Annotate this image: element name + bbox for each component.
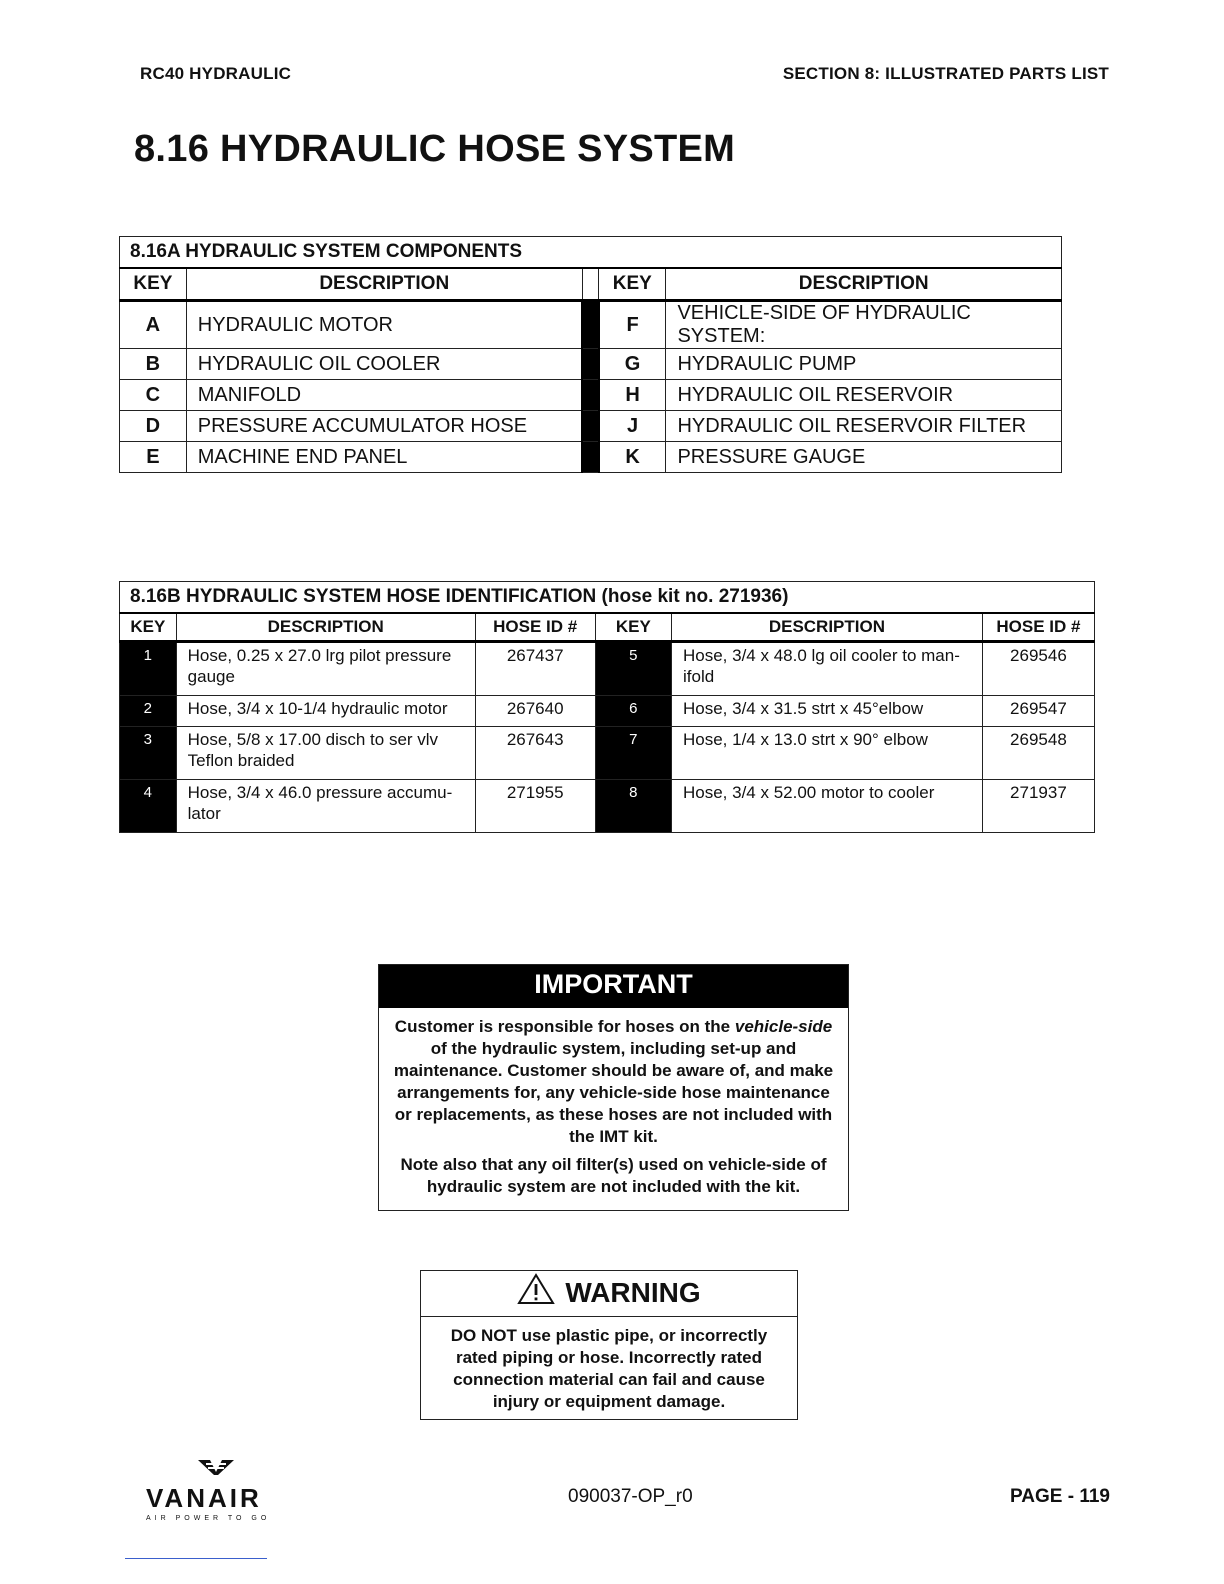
important-paragraph (393, 1016, 834, 1148)
description-cell: Hose, 3/4 x 31.5 strt x 45°elbow (672, 696, 983, 727)
key-cell: A (120, 301, 187, 349)
col-description: DESCRIPTION (672, 613, 983, 642)
key-cell: 6 (595, 696, 671, 727)
key-cell: 5 (595, 642, 671, 696)
description-cell: HYDRAULIC PUMP (666, 349, 1062, 380)
table-row (120, 642, 1095, 696)
column-separator (582, 349, 598, 380)
hose-id-cell: 267437 (475, 642, 595, 696)
column-separator (582, 380, 598, 411)
key-cell: 1 (120, 642, 177, 696)
column-separator (582, 442, 598, 473)
column-separator (582, 268, 598, 301)
important-emphasis: vehicle-side (734, 1017, 833, 1036)
hose-id-cell: 267640 (475, 696, 595, 727)
logo-mark-icon (196, 1458, 306, 1481)
important-text: Customer is responsible for hoses on the (394, 1017, 735, 1036)
table-row (120, 411, 1062, 442)
key-cell: C (120, 380, 187, 411)
header-right: SECTION 8: ILLUSTRATED PARTS LIST (782, 64, 1109, 83)
col-key: KEY (120, 613, 177, 642)
components-table (119, 236, 1062, 473)
key-cell: H (599, 380, 666, 411)
document-number: 090037-OP_r0 (568, 1486, 693, 1507)
description-cell: Hose, 3/4 x 48.0 lg oil cooler to man-ifold (672, 642, 983, 696)
important-body (379, 1008, 848, 1210)
important-note: Note also that any oil filter(s) used on vehicle-side of hydraulic system are not included with the kit. (400, 1155, 827, 1196)
logo-text: VANAIR (146, 1483, 262, 1513)
table-row (120, 349, 1062, 380)
table-row (120, 727, 1095, 780)
key-cell: 2 (120, 696, 177, 727)
col-hose-id: HOSE ID # (982, 613, 1094, 642)
hose-id-cell: 267643 (475, 727, 595, 780)
description-cell: Hose, 3/4 x 52.00 motor to cooler (672, 780, 983, 833)
key-cell: J (599, 411, 666, 442)
column-separator (582, 301, 598, 349)
key-cell: 7 (595, 727, 671, 780)
hose-id-cell: 271955 (475, 780, 595, 833)
important-heading: IMPORTANT (379, 965, 848, 1008)
warning-notice (420, 1270, 798, 1420)
key-cell: 4 (120, 780, 177, 833)
col-key: KEY (599, 268, 666, 301)
vanair-logo (146, 1458, 306, 1522)
col-key: KEY (120, 268, 187, 301)
important-text: of the hydraulic system, including set-up and maintenance. Customer should be aware of, and make arrangements for, any vehicle-side hose maintenance or replacements, as these hoses are not included with the IMT kit. (393, 1039, 834, 1146)
key-cell: K (599, 442, 666, 473)
description-cell: HYDRAULIC OIL RESERVOIR (666, 380, 1062, 411)
header-left: RC40 HYDRAULIC (140, 64, 292, 83)
key-cell: E (120, 442, 187, 473)
table-row (120, 442, 1062, 473)
description-cell: Hose, 3/4 x 46.0 pressure accumu-lator (176, 780, 475, 833)
col-description: DESCRIPTION (666, 268, 1062, 301)
description-cell: MANIFOLD (186, 380, 582, 411)
key-cell: F (599, 301, 666, 349)
warning-header (421, 1271, 797, 1317)
description-cell: HYDRAULIC MOTOR (186, 301, 582, 349)
col-description: DESCRIPTION (186, 268, 582, 301)
description-cell: Hose, 0.25 x 27.0 lrg pilot pressure gauge (176, 642, 475, 696)
hose-identification-table (119, 581, 1095, 833)
warning-heading: WARNING (565, 1276, 701, 1308)
description-cell: Hose, 5/8 x 17.00 disch to ser vlv Teflon braided (176, 727, 475, 780)
description-cell: PRESSURE GAUGE (666, 442, 1062, 473)
hose-id-cell: 269547 (982, 696, 1094, 727)
components-table-caption: 8.16A HYDRAULIC SYSTEM COMPONENTS (120, 237, 1062, 269)
description-cell: VEHICLE-SIDE OF HYDRAULIC SYSTEM: (666, 301, 1062, 349)
warning-body: DO NOT use plastic pipe, or incorrectly rated piping or hose. Incorrectly rated connection material can fail and cause injury or equipment damage. (450, 1326, 768, 1411)
description-cell: MACHINE END PANEL (186, 442, 582, 473)
description-cell: Hose, 3/4 x 10-1/4 hydraulic motor (176, 696, 475, 727)
col-description: DESCRIPTION (176, 613, 475, 642)
logo-tagline: AIR POWER TO GO (146, 1515, 271, 1522)
key-cell: B (120, 349, 187, 380)
table-row (120, 696, 1095, 727)
hose-table-caption: 8.16B HYDRAULIC SYSTEM HOSE IDENTIFICATION (hose kit no. 271936) (120, 582, 1095, 614)
key-cell: G (599, 349, 666, 380)
key-cell: 3 (120, 727, 177, 780)
table-row (120, 301, 1062, 349)
column-separator (582, 411, 598, 442)
col-hose-id: HOSE ID # (475, 613, 595, 642)
col-key: KEY (595, 613, 671, 642)
table-row (120, 380, 1062, 411)
footer-rule (125, 1558, 267, 1559)
description-cell: HYDRAULIC OIL RESERVOIR FILTER (666, 411, 1062, 442)
hose-id-cell: 269546 (982, 642, 1094, 696)
hose-id-cell: 271937 (982, 780, 1094, 833)
page-number: PAGE - 119 (1010, 1486, 1110, 1507)
page-title: 8.16 HYDRAULIC HOSE SYSTEM (134, 128, 736, 170)
hose-id-cell: 269548 (982, 727, 1094, 780)
important-notice (378, 964, 849, 1211)
description-cell: HYDRAULIC OIL COOLER (186, 349, 582, 380)
description-cell: PRESSURE ACCUMULATOR HOSE (186, 411, 582, 442)
description-cell: Hose, 1/4 x 13.0 strt x 90° elbow (672, 727, 983, 780)
warning-triangle-icon (517, 1273, 555, 1312)
key-cell: D (120, 411, 187, 442)
key-cell: 8 (595, 780, 671, 833)
table-row (120, 780, 1095, 833)
